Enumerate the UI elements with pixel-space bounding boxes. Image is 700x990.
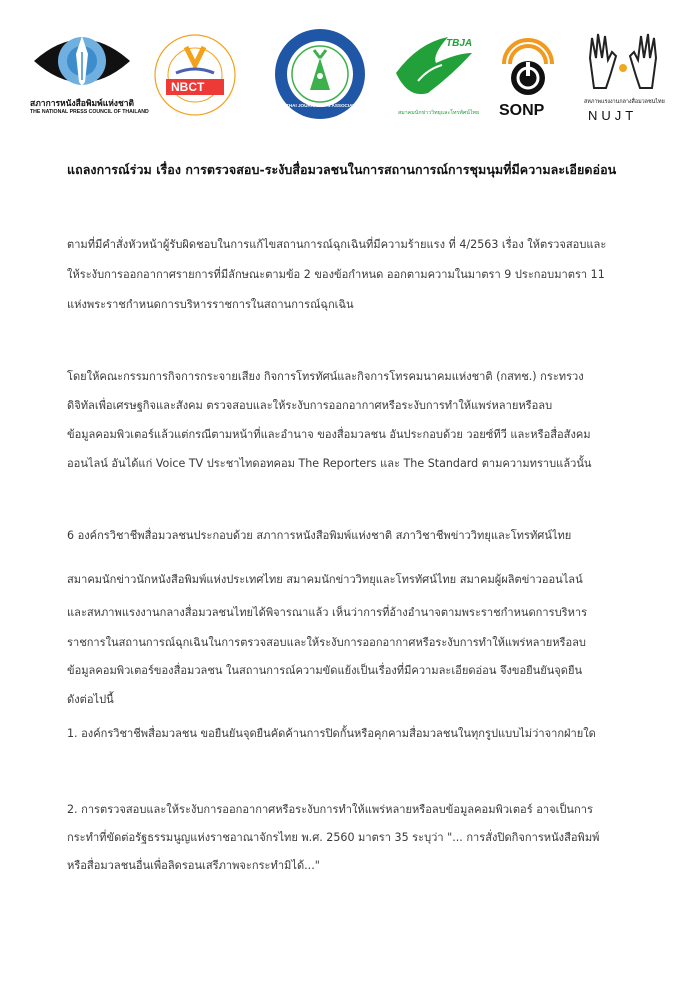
power-signal-icon <box>496 26 560 102</box>
paragraph-line: กระทำที่ขัดต่อรัฐธรรมนูญแห่งราชอาณาจักรไทย พ.ศ. 2560 มาตรา 35 ระบุว่า "... การสั่งปิดกิจการหนังสือพิมพ์ <box>67 831 600 844</box>
paragraph-line: 1. องค์กรวิชาชีพสื่อมวลชน ขอยืนยันจุดยืนคัดค้านการปิดกั้นหรือคุกคามสื่อมวลชนในทุกรูปแบบไม่ว่าจากฝ่ายใด <box>67 727 596 740</box>
paragraph-line: ข้อมูลคอมพิวเตอร์แล้วแต่กรณีตามหน้าที่และอำนาจ ของสื่อมวลชน อันประกอบด้วย วอยซ์ทีวี และหรือสื่อสังคม <box>67 428 591 441</box>
paragraph-line: 2. การตรวจสอบและให้ระงับการออกอากาศหรือระงับการทำให้แพร่หลายหรือลบข้อมูลคอมพิวเตอร์ อาจเป็นการ <box>67 803 593 816</box>
hands-icon <box>582 28 664 92</box>
paragraph-line: แห่งพระราชกำหนดการบริหารราชการในสถานการณ์ฉุกเฉิน <box>67 298 354 311</box>
nujt-logo <box>582 28 664 126</box>
paragraph-line: โดยให้คณะกรรมการกิจการกระจายเสียง กิจการโทรทัศน์และกิจการโทรคมนาคมแห่งชาติ (กสทช.) กระทรวง <box>67 370 584 383</box>
nbct-emblem-icon <box>152 27 238 125</box>
nujt-wordmark: NUJT <box>588 108 638 123</box>
tbja-caption-th: สมาคมนักข่าววิทยุและโทรทัศน์ไทย <box>398 110 480 116</box>
tja-ring-text: THAI JOURNALISTS ASSOCIATION <box>286 103 364 108</box>
paragraph-line: หรือสื่อมวลชนอื่นเพื่อลิดรอนเสรีภาพจะกระทำมิได้..." <box>67 859 320 872</box>
paragraph-line: ตามที่มีคำสั่งหัวหน้าผู้รับผิดชอบในการแก้ไขสถานการณ์ฉุกเฉินที่มีความร้ายแรง ที่ 4/2563 เรื่อง ให้ตรวจสอบและ <box>67 238 607 251</box>
npct-logo <box>30 30 149 125</box>
npct-caption-en: THE NATIONAL PRESS COUNCIL OF THAILAND <box>30 109 149 115</box>
sonp-wordmark: SONP <box>499 102 545 119</box>
paragraph-line: และสหภาพแรงงานกลางสื่อมวลชนไทยได้พิจารณาแล้ว เห็นว่าการที่อ้างอำนาจตามพระราชกำหนดการบริหาร <box>67 606 588 619</box>
nujt-caption-th: สหภาพแรงงานกลางสื่อมวลชนไทย <box>584 99 665 105</box>
paragraph-line: ออนไลน์ อันได้แก่ Voice TV ประชาไทดอทคอม The Reporters และ The Standard ตามความทราบแล้วนั้น <box>67 457 592 470</box>
nbct-wordmark: NBCT <box>171 80 205 94</box>
tbja-wordmark: TBJA <box>446 38 473 49</box>
paragraph-line: สมาคมนักข่าวนักหนังสือพิมพ์แห่งประเทศไทย สมาคมนักข่าววิทยุและโทรทัศน์ไทย สมาคมผู้ผลิตข่าวออนไลน์ <box>67 573 583 586</box>
paragraph-line: ดังต่อไปนี้ <box>67 693 114 706</box>
tbja-logo <box>388 33 480 118</box>
logo-bar <box>0 0 700 140</box>
tja-logo <box>274 28 366 120</box>
paragraph-line: ให้ระงับการออกอากาศรายการที่มีลักษณะตามข้อ 2 ของข้อกำหนด ออกตามความในมาตรา 9 ประกอบมาตรา 11 <box>67 268 605 281</box>
eye-pen-icon <box>32 30 132 92</box>
paragraph-line: ดิจิทัลเพื่อเศรษฐกิจและสังคม ตรวจสอบและให้ระงับการออกอากาศหรือระงับการทำให้แพร่หลายหรือลบ <box>67 399 553 412</box>
paragraph-line: ราชการในสถานการณ์ฉุกเฉินในการตรวจสอบและให้ระงับการออกอากาศหรือระงับการทำให้แพร่หลายหรือลบ <box>67 636 586 649</box>
paragraph-line: ข้อมูลคอมพิวเตอร์ของสื่อมวลชน ในสถานการณ์ความขัดแย้งเป็นเรื่องที่มีความละเอียดอ่อน จึงขอยืนยันจุดยืน <box>67 664 583 677</box>
npct-caption-th: สภาการหนังสือพิมพ์แห่งชาติ <box>30 98 135 108</box>
sonp-logo <box>496 26 560 124</box>
nbct-logo <box>152 27 238 125</box>
paragraph-line: 6 องค์กรวิชาชีพสื่อมวลชนประกอบด้วย สภาการหนังสือพิมพ์แห่งชาติ สภาวิชาชีพข่าววิทยุและโทรทัศน์ไทย <box>67 529 572 542</box>
statement-title: แถลงการณ์ร่วม เรื่อง การตรวจสอบ-ระงับสื่อมวลชนในการสถานการณ์การชุมนุมที่มีความละเอียดอ่อน <box>67 162 617 177</box>
